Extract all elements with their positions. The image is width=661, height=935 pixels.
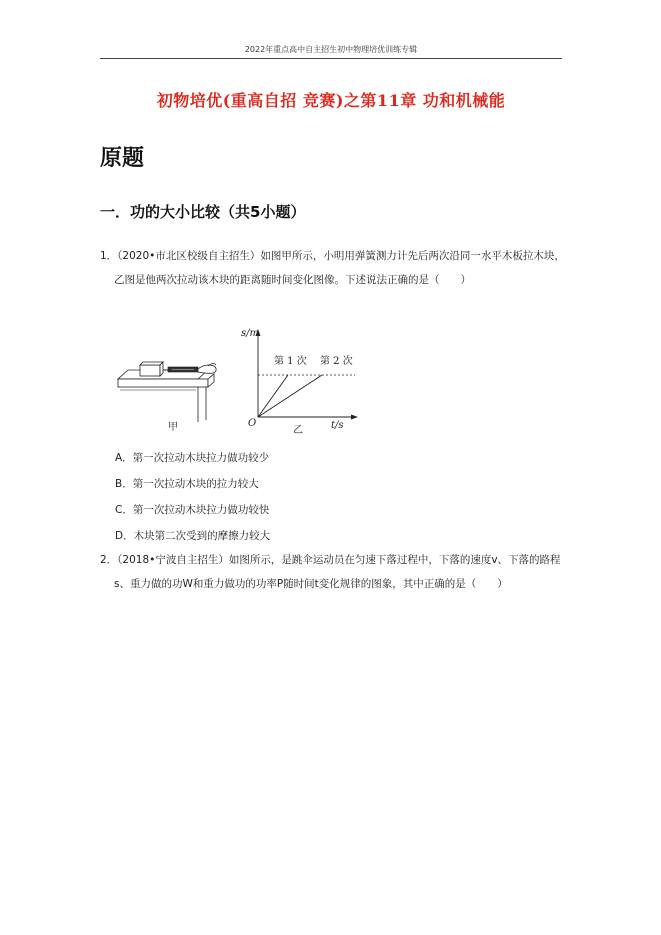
- x-axis-label: t/s: [331, 420, 344, 431]
- table-illustration: [118, 370, 214, 422]
- figure-label-jia: 甲: [168, 422, 178, 433]
- option-d: D．木块第二次受到的摩擦力较大: [115, 530, 271, 542]
- s-t-graph: [256, 329, 359, 420]
- question-1-line-1: 1．（2020•市北区校级自主招生）如图甲所示，小明用弹簧测力计先后两次沿同一水平木板拉木块，: [100, 250, 565, 262]
- section-title: 原题: [100, 146, 145, 171]
- subsection-title: 一．功的大小比较（共5小题）: [100, 203, 306, 221]
- hand-illustration: [198, 364, 216, 374]
- option-c: C．第一次拉动木块拉力做功较快: [115, 504, 270, 516]
- origin-label: O: [248, 418, 257, 429]
- question-1-figure: [110, 322, 370, 434]
- y-axis-label: s/m: [241, 328, 259, 339]
- chapter-title: 初物培优(重高自招 竞赛)之第11章 功和机械能: [156, 91, 506, 110]
- second-pull-label: 第 2 次: [320, 356, 353, 367]
- line-first-pull: [258, 375, 288, 417]
- question-1: [100, 244, 570, 292]
- figure-label-yi: 乙: [293, 425, 303, 434]
- header-divider: [100, 58, 562, 59]
- spring-scale: [163, 367, 198, 372]
- option-b: B．第一次拉动木块的拉力较大: [115, 478, 259, 490]
- option-a: A．第一次拉动木块拉力做功较少: [115, 452, 270, 464]
- first-pull-label: 第 1 次: [274, 356, 307, 367]
- question-1-line-2: 乙图是他两次拉动该木块的距离随时间变化图像。下述说法正确的是（ ）: [114, 274, 471, 286]
- wood-block: [140, 362, 163, 376]
- question-2: [100, 548, 570, 596]
- question-2-line-1: 2．（2018•宁波自主招生）如图所示，是跳伞运动员在匀速下落过程中，下落的速度v、下落的路程: [100, 554, 561, 566]
- line-second-pull: [258, 375, 322, 417]
- page-header: 2022年重点高中自主招生初中物理培优训练专辑: [244, 45, 418, 54]
- question-2-line-2: s、重力做的功W和重力做功的功率P随时间t变化规律的图象，其中正确的是（ ）: [114, 578, 508, 590]
